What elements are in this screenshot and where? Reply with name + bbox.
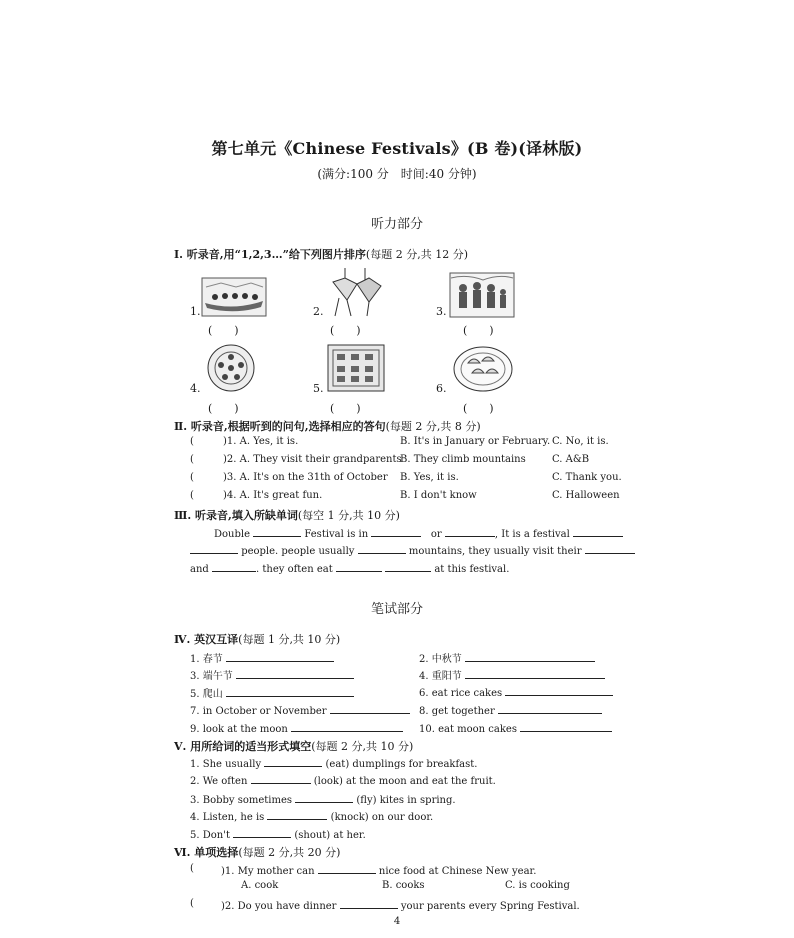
sec4-item <box>190 667 354 682</box>
sec4-text: 2. 中秋节 <box>419 654 462 665</box>
sec5-item <box>190 809 433 823</box>
sec2-note: (每题 2 分,共 8 分) <box>385 420 481 433</box>
sec5-text: (eat) dumplings for breakfast. <box>325 759 478 770</box>
fill-blank[interactable] <box>573 526 623 537</box>
fill-blank[interactable] <box>226 686 354 697</box>
sec3-line-2 <box>190 543 635 557</box>
fill-blank[interactable] <box>340 898 398 909</box>
fill-blank[interactable] <box>291 721 403 732</box>
sec4-item <box>190 721 403 735</box>
fill-blank[interactable] <box>385 561 431 572</box>
sec3-note: (每空 1 分,共 10 分) <box>297 509 400 522</box>
sec4-note: (每题 1 分,共 10 分) <box>238 633 341 646</box>
sec6-title <box>174 844 340 860</box>
sec3-text: people. people usually <box>241 546 355 557</box>
page-title: 第七单元《Chinese Festivals》(B 卷)(译林版) <box>211 139 583 158</box>
fill-blank[interactable] <box>505 685 613 696</box>
pic-num-6: 6. <box>436 382 447 395</box>
answer-paren-4[interactable]: ( ) <box>208 402 239 415</box>
fill-blank[interactable] <box>212 561 256 572</box>
listening-header: 听力部分 <box>370 217 423 232</box>
fill-blank[interactable] <box>371 526 421 537</box>
sec4-text: 7. in October or November <box>190 706 327 717</box>
sec2-row-3: ( <box>190 472 194 483</box>
pic-num-4: 4. <box>190 382 201 395</box>
fill-blank[interactable] <box>445 526 495 537</box>
sec5-text: 4. Listen, he is <box>190 812 265 823</box>
sec5-text: 5. Don't <box>190 830 230 841</box>
sec2-row-2: ( <box>190 454 194 465</box>
sec4-item <box>419 650 595 665</box>
fill-blank[interactable] <box>251 773 311 784</box>
rice-cake-picture <box>325 342 387 396</box>
sec6-q1 <box>221 863 536 877</box>
fill-blank[interactable] <box>267 809 327 820</box>
fill-blank[interactable] <box>358 543 406 554</box>
sec4-text: 10. eat moon cakes <box>419 724 517 735</box>
sec2-row-2-c: C. A&B <box>552 454 590 465</box>
sec4-item <box>190 650 334 665</box>
fill-blank[interactable] <box>295 792 353 803</box>
pic-num-2: 2. <box>313 305 324 318</box>
sec3-text: and <box>190 564 209 575</box>
sec4-text: 4. 重阳节 <box>419 671 462 682</box>
sec3-text: at this festival. <box>434 564 510 575</box>
sec5-item <box>190 756 477 770</box>
pic-num-5: 5. <box>313 382 324 395</box>
pic-num-1: 1. <box>190 305 201 318</box>
sec2-row-3-c: C. Thank you. <box>552 472 622 483</box>
family-gathering-picture <box>449 272 515 318</box>
sec2-title-text: Ⅱ. 听录音,根据听到的问句,选择相应的答句 <box>174 420 386 433</box>
fill-blank[interactable] <box>236 668 354 679</box>
fill-blank[interactable] <box>585 543 635 554</box>
sec5-note: (每题 2 分,共 10 分) <box>311 740 414 753</box>
writing-header: 笔试部分 <box>370 602 423 617</box>
fill-blank[interactable] <box>226 651 334 662</box>
mooncake-picture <box>206 343 256 393</box>
sec4-item <box>419 667 605 682</box>
page-number: 4 <box>393 916 401 927</box>
sec6-text: your parents every Spring Festival. <box>400 901 580 912</box>
sec4-text: 1. 春节 <box>190 654 223 665</box>
sec4-item <box>419 685 613 699</box>
sec1-title <box>174 246 468 262</box>
sec2-row-1-b: B. It's in January or February. <box>400 436 551 447</box>
sec6-title-text: Ⅵ. 单项选择 <box>174 846 239 859</box>
sec3-line-1 <box>214 526 623 540</box>
sec5-text: 1. She usually <box>190 759 262 770</box>
sec6-q2-paren[interactable]: ( <box>190 898 194 909</box>
sec4-text: 6. eat rice cakes <box>419 688 503 699</box>
sec4-text: 5. 爬山 <box>190 689 223 700</box>
sec4-text: 3. 端午节 <box>190 671 233 682</box>
fill-blank[interactable] <box>318 863 376 874</box>
sec3-text: or <box>430 529 442 540</box>
sec6-text: )2. Do you have dinner <box>221 901 337 912</box>
answer-paren-2[interactable]: ( ) <box>330 324 361 337</box>
sec6-text: )1. My mother can <box>221 866 315 877</box>
fill-blank[interactable] <box>253 526 301 537</box>
sec4-item <box>419 721 612 735</box>
sec5-text: 3. Bobby sometimes <box>190 795 293 806</box>
sec3-text: Double <box>214 529 250 540</box>
sec3-title <box>174 507 400 523</box>
sec1-note: (每题 2 分,共 12 分) <box>365 248 468 261</box>
sec5-title <box>174 738 413 754</box>
sec5-text: 2. We often <box>190 776 248 787</box>
rice-dumplings-picture <box>325 268 385 318</box>
fill-blank[interactable] <box>330 703 410 714</box>
sec2-row-1: ( <box>190 436 194 447</box>
sec2-row-3-a: )3. A. It's on the 31th of October <box>223 472 388 483</box>
sec5-text: (look) at the moon and eat the fruit. <box>313 776 496 787</box>
page-subtitle: (满分:100 分 时间:40 分钟) <box>317 167 477 181</box>
sec2-row-4-a: )4. A. It's great fun. <box>223 490 323 501</box>
sec5-text: (knock) on our door. <box>330 812 434 823</box>
sec2-row-2-a: )2. A. They visit their grandparents <box>223 454 402 465</box>
sec1-title-text: Ⅰ. 听录音,用“1,2,3…”给下列图片排序 <box>174 248 366 261</box>
pic-num-3: 3. <box>436 305 447 318</box>
sec4-item <box>419 703 602 717</box>
fill-blank[interactable] <box>465 668 605 679</box>
sec2-row-4: ( <box>190 490 194 501</box>
sec4-item <box>190 685 354 700</box>
sec4-text: 9. look at the moon <box>190 724 288 735</box>
sec3-text: . they often eat <box>256 564 333 575</box>
dumplings-plate-picture <box>452 345 514 393</box>
sec6-q1-option-b[interactable]: B. cooks <box>382 880 425 891</box>
sec2-row-4-c: C. Halloween <box>552 490 620 501</box>
answer-paren-3[interactable]: ( ) <box>463 324 494 337</box>
sec2-row-3-b: B. Yes, it is. <box>400 472 459 483</box>
sec6-note: (每题 2 分,共 20 分) <box>238 846 341 859</box>
sec2-row-2-b: B. They climb mountains <box>400 454 526 465</box>
fill-blank[interactable] <box>336 561 382 572</box>
sec3-text: mountains, they usually visit their <box>408 546 582 557</box>
sec5-item <box>190 827 366 841</box>
sec2-row-1-c: C. No, it is. <box>552 436 609 447</box>
sec5-item <box>190 773 496 787</box>
answer-paren-1[interactable]: ( ) <box>208 324 239 337</box>
sec4-text: 8. get together <box>419 706 495 717</box>
sec2-row-1-a: )1. A. Yes, it is. <box>223 436 299 447</box>
sec5-item <box>190 792 456 806</box>
dragon-boat-picture <box>201 277 267 317</box>
sec6-q1-paren[interactable]: ( <box>190 863 194 874</box>
sec6-q1-option-c[interactable]: C. is cooking <box>505 880 570 891</box>
sec2-title <box>174 418 481 434</box>
sec3-line-3 <box>190 561 509 575</box>
answer-paren-6[interactable]: ( ) <box>463 402 494 415</box>
sec5-text: (fly) kites in spring. <box>356 795 456 806</box>
sec4-title-text: Ⅳ. 英汉互译 <box>174 633 239 646</box>
fill-blank[interactable] <box>264 756 322 767</box>
sec3-text: Festival is in <box>304 529 369 540</box>
fill-blank[interactable] <box>498 703 602 714</box>
sec6-q1-option-a[interactable]: A. cook <box>241 880 279 891</box>
sec4-title <box>174 631 340 647</box>
fill-blank[interactable] <box>465 651 595 662</box>
sec4-item <box>190 703 410 717</box>
sec2-row-4-b: B. I don't know <box>400 490 477 501</box>
fill-blank[interactable] <box>190 543 238 554</box>
fill-blank[interactable] <box>233 827 291 838</box>
sec5-text: (shout) at her. <box>294 830 366 841</box>
sec5-title-text: Ⅴ. 用所给词的适当形式填空 <box>174 740 312 753</box>
sec6-text: nice food at Chinese New year. <box>378 866 537 877</box>
sec3-text: , It is a festival <box>494 529 570 540</box>
sec6-q2 <box>221 898 580 912</box>
answer-paren-5[interactable]: ( ) <box>330 402 361 415</box>
fill-blank[interactable] <box>520 721 612 732</box>
sec3-title-text: Ⅲ. 听录音,填入所缺单词 <box>174 509 298 522</box>
